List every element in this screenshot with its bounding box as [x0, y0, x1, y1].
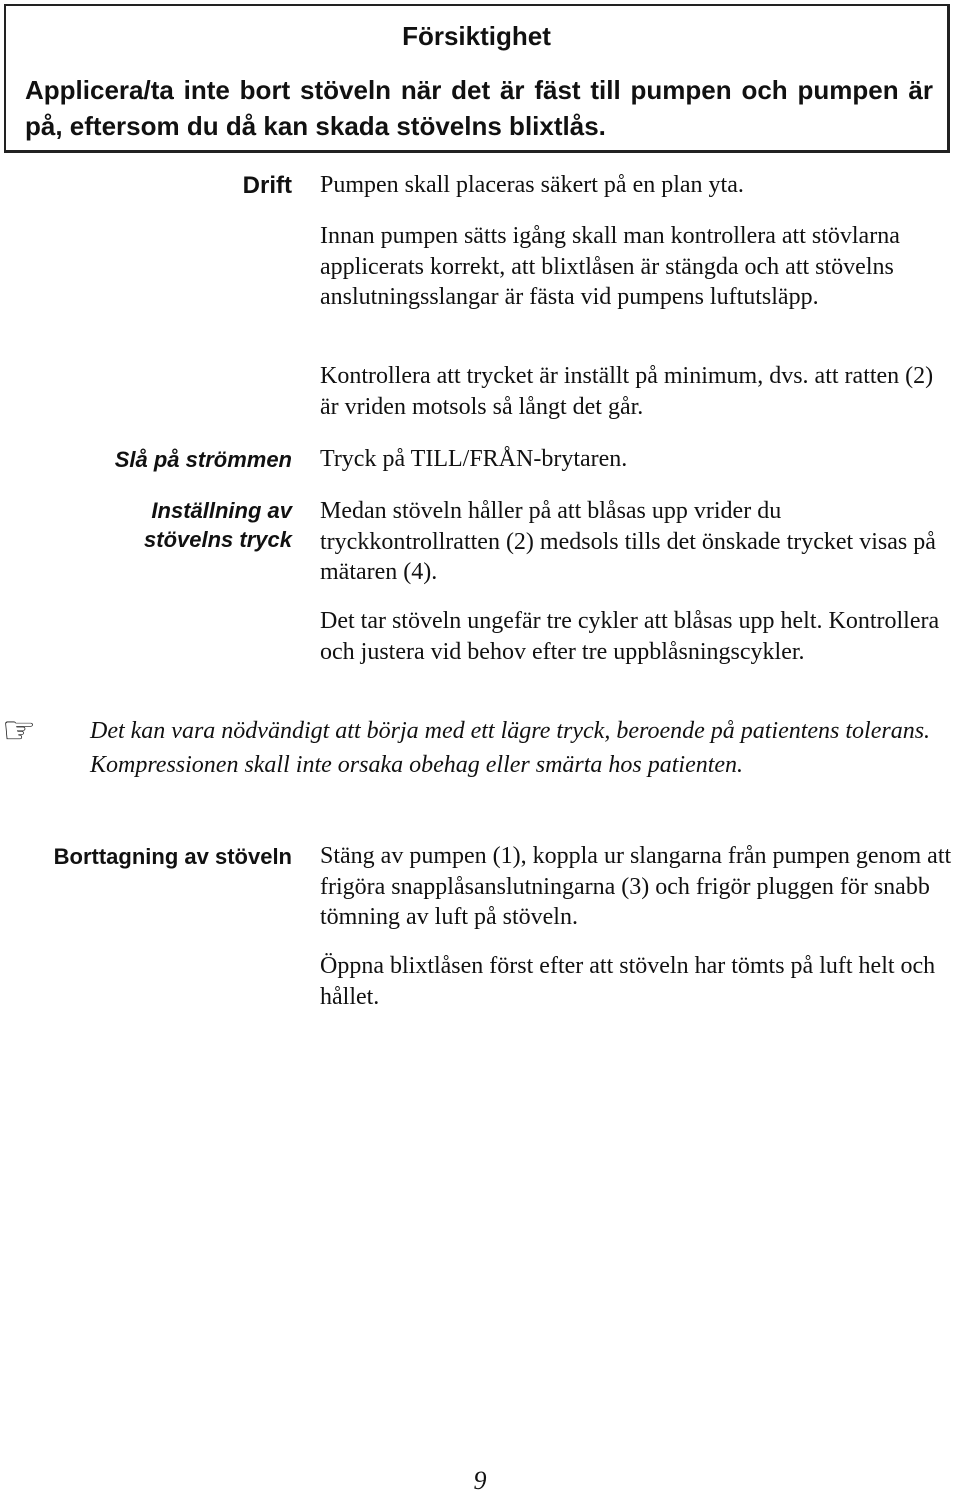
drift-paragraph-1: Pumpen skall placeras säkert på en plan yta. [320, 172, 744, 198]
section-label-removal: Borttagning av stöveln [53, 844, 292, 869]
section-label-power: Slå på strömmen [114, 447, 292, 472]
note-text: Det kan vara nödvändigt att börja med ett lägre tryck, beroende på patientens tolerans. Kompressionen skall inte orsaka obehag eller smärta hos patienten. [90, 718, 931, 778]
pointing-hand-icon: ☞ [2, 708, 37, 752]
removal-paragraph-1: Stäng av pumpen (1), koppla ur slangarna från pumpen genom att frigöra snapplåsanslutningarna (3) och frigör pluggen för snabb tömning av luft på stöveln. [320, 843, 952, 930]
caution-box [4, 4, 950, 153]
caution-text: Applicera/ta inte bort stöveln när det är fäst till pumpen och pumpen är på, eftersom du då kan skada stövelns blixtlås. [25, 75, 933, 141]
removal-paragraph-2: Öppna blixtlåsen först efter att stöveln har tömts på luft helt och hållet. [320, 953, 936, 1010]
power-paragraph-1: Tryck på TILL/FRÅN-brytaren. [320, 446, 628, 472]
pressure-paragraph-1: Medan stöveln håller på att blåsas upp vrider du tryckkontrollratten (2) medsols tills det önskade trycket visas på mätaren (4). [320, 498, 936, 585]
caution-title: Försiktighet [402, 21, 551, 51]
section-label-drift: Drift [242, 172, 292, 199]
drift-paragraph-2: Innan pumpen sätts igång skall man kontrollera att stövlarna applicerats korrekt, att blixtlåsen är stängda och att stövelns anslutningsslangar är fästa vid pumpens luftutsläpp. [320, 223, 900, 310]
pressure-paragraph-2: Det tar stöveln ungefär tre cykler att blåsas upp helt. Kontrollera och justera vid behov efter tre uppblåsningscykler. [320, 608, 940, 665]
drift-paragraph-3: Kontrollera att trycket är inställt på minimum, dvs. att ratten (2) är vriden motsols så långt det går. [320, 363, 934, 420]
page-number: 9 [473, 1466, 487, 1495]
section-label-pressure-line1: Inställning av [151, 498, 292, 523]
section-label-pressure-line2: stövelns tryck [144, 527, 292, 552]
